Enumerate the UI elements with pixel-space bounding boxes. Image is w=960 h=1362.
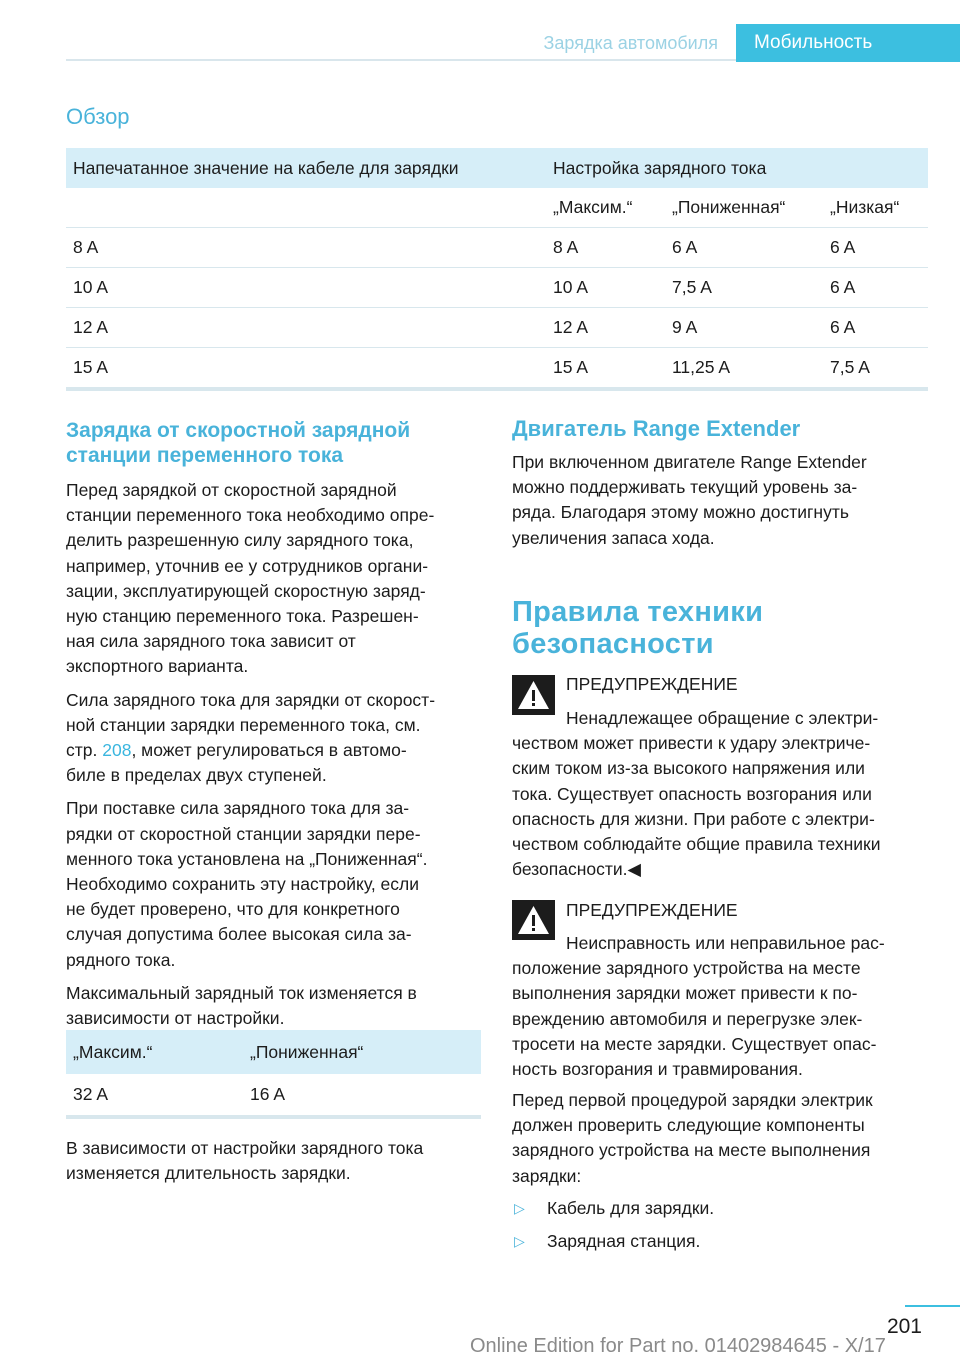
- safety-paragraph: Перед первой процедурой зарядки электрик должен проверить следующие компоненты зарядного устройства на месте выполнения зарядки:: [512, 1090, 873, 1186]
- page-number: 201: [886, 1315, 922, 1338]
- range-extender-heading: Двигатель Range Extender: [512, 416, 801, 441]
- table-row: [66, 268, 928, 308]
- table-cell: 10 A: [66, 268, 546, 308]
- table-subheader-row: [66, 188, 928, 228]
- list-item: Кабель для зарядки.: [547, 1198, 715, 1218]
- table-header-row: [66, 1030, 481, 1074]
- table-row: [66, 348, 928, 390]
- subheader-reduced: „Пониженная“: [665, 188, 823, 228]
- fast-charging-heading: Зарядка от скоростной зарядной станции переменного тока: [66, 419, 411, 467]
- fast-charging-section: [66, 418, 486, 1031]
- footer-edition-text: Online Edition for Part no. 01402984645 - X/17: [470, 1335, 886, 1357]
- table-cell: 8 A: [546, 228, 665, 268]
- table-cell: 6 A: [823, 228, 928, 268]
- page-number-rule: [905, 1305, 960, 1307]
- bullet-arrow-icon: ▷: [514, 1200, 525, 1216]
- range-extender-paragraph: При включенном двигателе Range Extender можно поддерживать текущий уровень за‐ ряда. Благодаря этому можно достигнуть увеличения запаса хода.: [512, 452, 867, 548]
- warning-text: Неисправность или неправильное рас‐ положение зарядного устройства на месте выполнения зарядки может привести к по‐ вреждению автомобиля и перегрузке элек‐ тросети на месте зарядки. Существует опас‐ ность возгорания и травмирования.: [512, 933, 885, 1080]
- warning-text: Ненадлежащее обращение с электри‐ чеством может привести к удару электриче‐ ским током из-за высокого напряжения или тока. Существует опасность возгорания или опасность для жизни. При работе с электри‐ чеством соблюдайте общие правила техники безопасности.◀: [512, 708, 881, 880]
- page-reference-link[interactable]: 208: [102, 740, 132, 761]
- overview-table: [66, 148, 928, 391]
- table-cell: 6 A: [665, 228, 823, 268]
- col-header-max: „Максим.“: [66, 1030, 243, 1074]
- table-cell: 6 A: [823, 308, 928, 348]
- col-header-cable: Напечатанное значение на кабеле для зарядки: [66, 148, 546, 188]
- overview-heading: Обзор: [66, 104, 130, 129]
- table-cell: 6 A: [823, 268, 928, 308]
- table-row: [66, 308, 928, 348]
- fast-charging-paragraph-2: Сила зарядного тока для зарядки от скорост‐ ной станции зарядки переменного тока, см. стр. 208, может регулироваться в автомо‐ биле в пределах двух ступеней.: [66, 689, 436, 786]
- table-row: [66, 228, 928, 268]
- table-cell: 11,25 A: [665, 348, 823, 390]
- table-row: [66, 1074, 481, 1117]
- table-cell: 12 A: [546, 308, 665, 348]
- warning-label: ПРЕДУПРЕЖДЕНИЕ: [566, 674, 738, 694]
- table-header-row: [66, 148, 928, 188]
- max-current-table: [66, 1030, 481, 1119]
- fast-charging-paragraph-4: Максимальный зарядный ток изменяется в зависимости от настройки.: [66, 982, 417, 1029]
- table-cell: 32 A: [66, 1074, 243, 1117]
- header-chapter[interactable]: Зарядка автомобиля: [543, 33, 718, 53]
- bullet-arrow-icon: ▷: [514, 1233, 525, 1249]
- range-extender-section: [512, 416, 932, 551]
- table-cell: 16 A: [243, 1074, 481, 1117]
- table-cell: 8 A: [66, 228, 546, 268]
- table-cell: 15 A: [546, 348, 665, 390]
- header-section-tab[interactable]: Мобильность: [736, 24, 960, 62]
- subheader-low: „Низкая“: [823, 188, 928, 228]
- fast-charging-paragraph-3: При поставке сила зарядного тока для за‐ рядки от скоростной станции зарядки пере‐ менного тока установлена на „Пониженная“. Необходимо сохранить эту настройку, если не будет проверено, что для конкретного случая допустима более высокая сила за‐ рядного тока.: [66, 798, 428, 970]
- table-cell: 7,5 A: [665, 268, 823, 308]
- table-cell: 10 A: [546, 268, 665, 308]
- col-header-setting: Настройка зарядного тока: [546, 148, 928, 188]
- list-item: Зарядная станция.: [547, 1231, 701, 1251]
- table-cell: 12 A: [66, 308, 546, 348]
- table-cell: 9 A: [665, 308, 823, 348]
- duration-paragraph: В зависимости от настройки зарядного тока изменяется длительность зарядки.: [66, 1138, 424, 1184]
- table-cell: 7,5 A: [823, 348, 928, 390]
- safety-heading: Правила техники безопасности: [512, 596, 764, 660]
- warning-label: ПРЕДУПРЕЖДЕНИЕ: [566, 900, 738, 920]
- col-header-reduced: „Пониженная“: [243, 1030, 481, 1074]
- subheader-max: „Максим.“: [546, 188, 665, 228]
- fast-charging-paragraph-1: Перед зарядкой от скоростной зарядной станции переменного тока необходимо опре‐ делить разрешенную силу зарядного тока, например, уточнив ее у сотрудников органи‐ зации, эксплуатирующей скоростную заряд‐ ную станцию переменного тока. Разрешен‐ ная сила зарядного тока зависит от экспортного варианта.: [66, 480, 435, 677]
- table-cell: 15 A: [66, 348, 546, 390]
